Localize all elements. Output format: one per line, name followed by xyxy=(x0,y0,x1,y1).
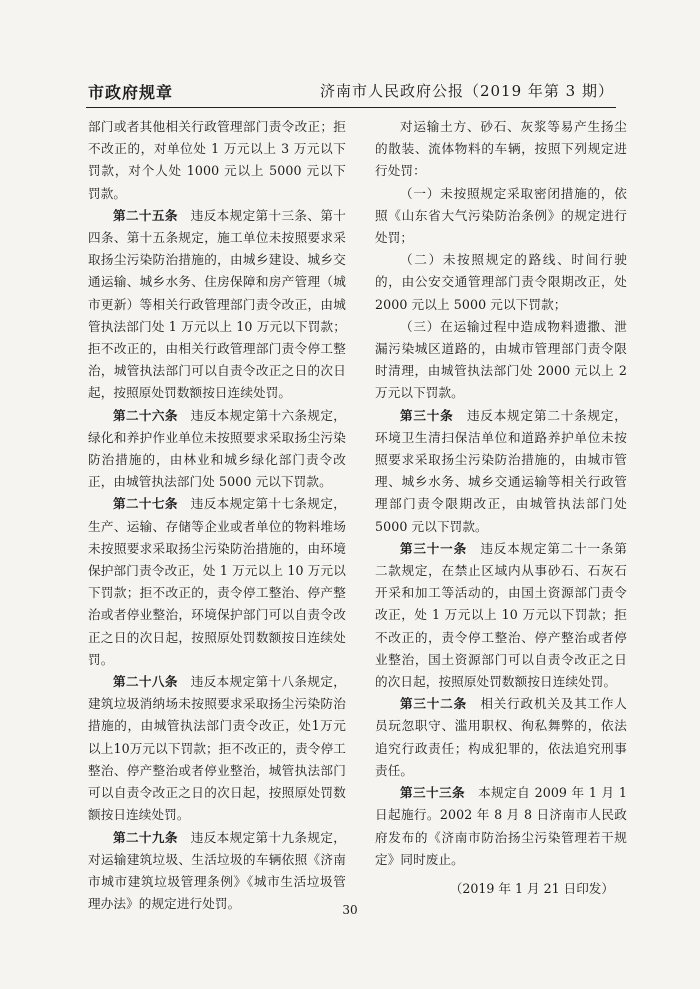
paragraph xyxy=(375,693,627,782)
paragraph-text: 部门或者其他相关行政管理部门责令改正；拒不改正的，对单位处 1 万元以上 3 万元以下罚款，对个人处 1000 元以上 5000 元以下罚款。 xyxy=(88,119,346,201)
paragraph-text: 对运输土方、砂石、灰浆等易产生扬尘的散装、流体物料的车辆，按照下列规定进行处罚： xyxy=(375,119,627,179)
section-title: 市政府规章 xyxy=(88,83,174,102)
article-number: 第三十条 xyxy=(400,407,454,423)
article-number: 第三十二条 xyxy=(400,696,467,712)
paragraph xyxy=(375,405,627,538)
paragraph xyxy=(375,782,627,871)
article-number: 第二十六条 xyxy=(113,407,178,423)
right-column xyxy=(375,116,627,871)
paragraph xyxy=(88,493,346,671)
paragraph-text: 违反本规定第十七条规定，生产、运输、存储等企业或者单位的物料堆场未按照要求采取扬尘污染防治措施的，由环境保护部门责令改正，处 1 万元以上 10 万元以下罚款；拒不改正的，责令停工整治、停产整治或者停业整治，环境保护部门可以自责令改正之日的次日起，按照原处罚数额按日连续处罚。 xyxy=(88,496,347,667)
article-number: 第二十五条 xyxy=(113,207,178,223)
article-number: 第二十七条 xyxy=(113,496,178,512)
header-divider xyxy=(86,107,616,108)
paragraph-text: 违反本规定第二十一条第二款规定，在禁止区域内从事砂石、石灰石开采和加工等活动的，由国土资源部门责令改正，处 1 万元以上 10 万元以下罚款；拒不改正的，责令停工整治、停产整治或者停业整治，国土资源部门可以自责令改正之日的次日起，按照原处罚数额按日连续处罚。 xyxy=(375,540,627,690)
paragraph xyxy=(375,249,627,316)
paragraph-text: 违反本规定第十九条规定，对运输建筑垃圾、生活垃圾的车辆依照《济南市城市建筑垃圾管理条例》《城市生活垃圾管理办法》的规定进行处罚。 xyxy=(88,829,347,912)
paragraph xyxy=(375,116,627,183)
left-column xyxy=(88,116,346,915)
article-number: 第三十三条 xyxy=(400,785,466,801)
paragraph xyxy=(375,183,627,250)
paragraph-text: 违反本规定第二十条规定，环境卫生清扫保洁单位和道路养护单位未按照要求采取扬尘污染防治措施的，由城市管理、城乡水务、城乡交通运输等相关行政管理部门责令限期改正，由城管执法部门处 5000 元以下罚款。 xyxy=(375,407,627,534)
article-number: 第二十八条 xyxy=(113,674,178,690)
paragraph xyxy=(88,405,346,494)
page-number: 30 xyxy=(342,903,358,917)
paragraph xyxy=(88,671,346,826)
paragraph-text: （二）未按照规定的路线、时间行驶的，由公安交通管理部门责令限期改正，处 2000 元以上 5000 元以下罚款； xyxy=(375,252,627,312)
paragraph-text: 违反本规定第十八条规定，建筑垃圾消纳场未按照要求采取扬尘污染防治措施的，由城管执法部门责令改正，处1万元以上10万元以下罚款；拒不改正的，责令停工整治、停产整治或者停业整治，城管执法部门可以自责令改正之日的次日起，按照原处罚数额按日连续处罚。 xyxy=(88,674,347,823)
paragraph xyxy=(375,316,627,405)
print-date: （2019 年 1 月 21 日印发） xyxy=(449,881,614,896)
paragraph-text: 相关行政机关及其工作人员玩忽职守、滥用职权、徇私舞弊的，依法追究行政责任；构成犯罪的，依法追究刑事责任。 xyxy=(375,696,627,778)
paragraph xyxy=(88,827,346,916)
paragraph xyxy=(375,538,627,693)
publication-title: 济南市人民政府公报（2019 年第 3 期） xyxy=(319,82,614,100)
paragraph-text: （一）未按照规定采取密闭措施的，依照《山东省大气污染防治条例》的规定进行处罚； xyxy=(375,185,627,246)
paragraph-text: 违反本规定第十六条规定，绿化和养护作业单位未按照要求采取扬尘污染防治措施的，由林业和城乡绿化部门责令改正，由城管执法部门处 5000 元以下罚款。 xyxy=(88,407,347,490)
paragraph-text: 违反本规定第十三条、第十四条、第十五条规定，施工单位未按照要求采取扬尘污染防治措施的，由城乡建设、城乡交通运输、城乡水务、住房保障和房产管理（城市更新）等相关行政管理部门责令改正，由城管执法部门处 1 万元以上 10 万元以下罚款；拒不改正的，由相关行政管理部门责令停工整治，城管执法部门可以自责令改正之日的次日起，按照原处罚数额按日连续处罚。 xyxy=(88,207,347,401)
paragraph xyxy=(88,205,346,405)
paragraph-text: （三）在运输过程中造成物料遗撒、泄漏污染城区道路的，由城市管理部门责令限时清理，由城管执法部门处 2000 元以上 2 万元以下罚款。 xyxy=(375,318,627,401)
paragraph xyxy=(88,116,346,205)
article-number: 第三十一条 xyxy=(400,540,467,556)
article-number: 第二十九条 xyxy=(113,829,178,845)
paragraph-text: 本规定自 2009 年 1 月 1 日起施行。2002 年 8 月 8 日济南市人民政府发布的《济南市防治扬尘污染管理若干规定》同时废止。 xyxy=(375,785,627,867)
